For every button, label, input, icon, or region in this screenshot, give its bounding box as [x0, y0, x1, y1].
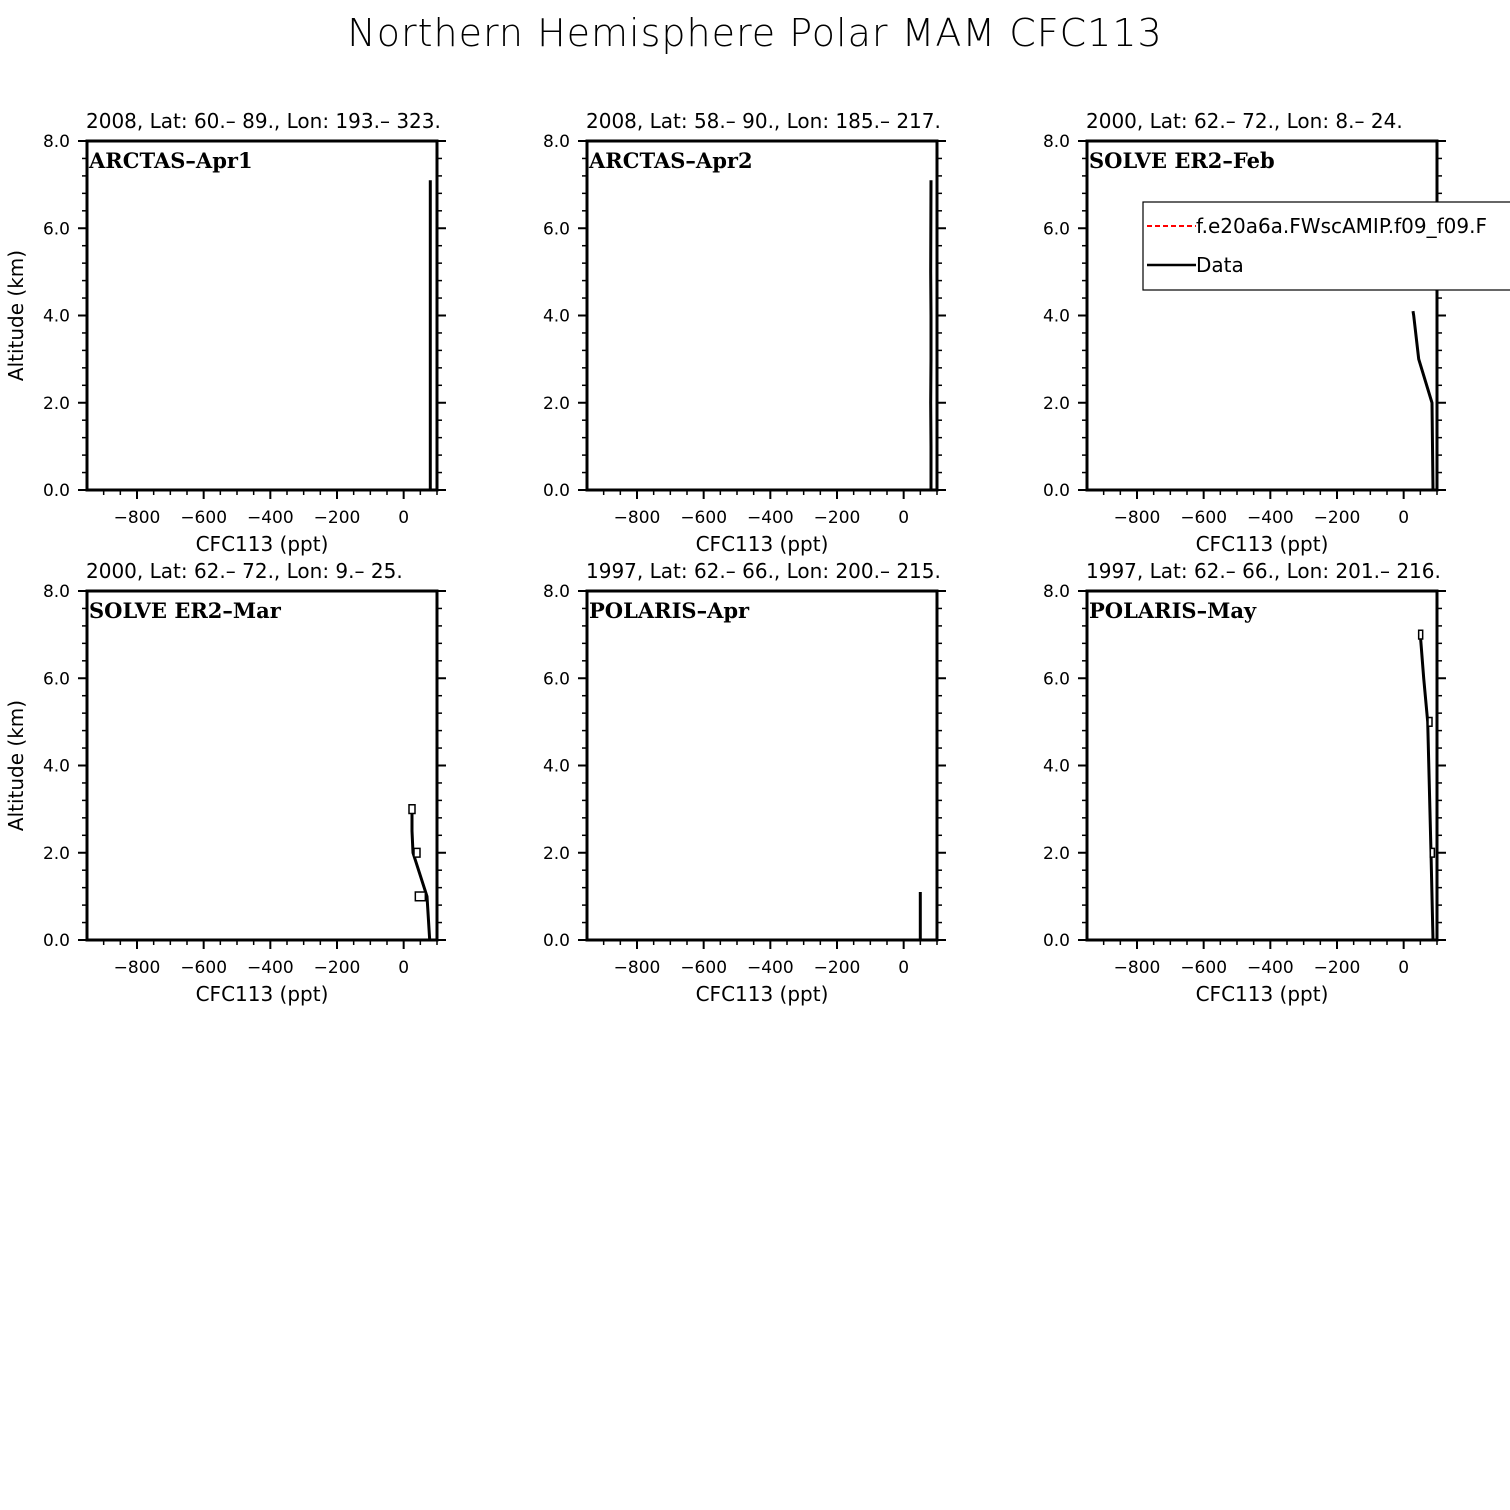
panel-label: ARCTAS–Apr2: [589, 148, 753, 173]
panel-header: 1997, Lat: 62.– 66., Lon: 200.– 215.: [586, 559, 941, 583]
y-axis-title: Altitude (km): [4, 699, 28, 832]
x-axis-title: CFC113 (ppt): [695, 532, 829, 556]
y-axis-title: Altitude (km): [4, 249, 28, 382]
y-tick-label: 0.0: [42, 481, 70, 501]
data-box-marker: [1430, 848, 1434, 857]
x-tick-label: −200: [313, 958, 361, 978]
x-tick-label: −400: [246, 958, 294, 978]
x-tick-label: −400: [746, 958, 794, 978]
y-tick-label: 0.0: [542, 931, 570, 951]
y-tick-label: 8.0: [42, 132, 70, 152]
x-tick-label: 0: [1398, 958, 1410, 978]
y-tick-label: 6.0: [1042, 669, 1070, 690]
panel-header: 2008, Lat: 60.– 89., Lon: 193.– 323.: [86, 109, 441, 133]
y-tick-label: 6.0: [542, 219, 570, 240]
y-tick-label: 2.0: [542, 393, 570, 414]
x-tick-label: −800: [613, 958, 661, 978]
x-axis-title: CFC113 (ppt): [695, 982, 829, 1006]
panel-header: 2000, Lat: 62.– 72., Lon: 8.– 24.: [1086, 109, 1403, 133]
data-box-marker: [1428, 718, 1432, 727]
x-tick-label: −600: [1180, 958, 1228, 978]
y-tick-label: 2.0: [1042, 393, 1070, 414]
x-tick-label: −800: [613, 508, 661, 528]
y-tick-label: 4.0: [1042, 756, 1070, 777]
x-tick-label: −600: [680, 508, 728, 528]
panel-label: ARCTAS–Apr1: [89, 148, 253, 173]
y-tick-label: 4.0: [42, 756, 70, 777]
y-tick-label: 2.0: [42, 393, 70, 414]
x-tick-label: −400: [746, 508, 794, 528]
y-tick-label: 6.0: [42, 219, 70, 240]
legend-model-label: f.e20a6a.FWscAMIP.f09_f09.F: [1196, 214, 1487, 238]
panel-header: 2008, Lat: 58.– 90., Lon: 185.– 217.: [586, 109, 941, 133]
y-tick-label: 8.0: [542, 582, 570, 602]
x-tick-label: −400: [1246, 958, 1294, 978]
x-tick-label: −200: [313, 508, 361, 528]
x-tick-label: 0: [898, 508, 910, 528]
x-tick-label: −600: [680, 958, 728, 978]
data-box-marker: [409, 805, 415, 814]
panel-label: SOLVE ER2–Feb: [1089, 148, 1275, 173]
panel-label: SOLVE ER2–Mar: [89, 598, 281, 623]
x-tick-label: −800: [113, 508, 161, 528]
data-box-marker: [414, 848, 420, 857]
y-tick-label: 2.0: [1042, 843, 1070, 864]
x-tick-label: 0: [1398, 508, 1410, 528]
x-tick-label: −400: [1246, 508, 1294, 528]
panel-header: 2000, Lat: 62.– 72., Lon: 9.– 25.: [86, 559, 403, 583]
x-tick-label: −800: [113, 958, 161, 978]
x-tick-label: −800: [1113, 508, 1161, 528]
x-tick-label: −200: [1313, 958, 1361, 978]
legend: [1143, 202, 1510, 290]
x-axis-title: CFC113 (ppt): [1195, 532, 1329, 556]
x-tick-label: −200: [813, 508, 861, 528]
panel-label: POLARIS–Apr: [589, 598, 750, 623]
x-tick-label: 0: [898, 958, 910, 978]
x-axis-title: CFC113 (ppt): [195, 982, 329, 1006]
panel-label: POLARIS–May: [1089, 598, 1257, 623]
x-axis-title: CFC113 (ppt): [1195, 982, 1329, 1006]
y-tick-label: 6.0: [542, 669, 570, 690]
x-tick-label: −600: [180, 958, 228, 978]
y-tick-label: 2.0: [42, 843, 70, 864]
y-tick-label: 2.0: [542, 843, 570, 864]
y-tick-label: 4.0: [1042, 306, 1070, 327]
main-title: Northern Hemisphere Polar MAM CFC113: [347, 11, 1163, 55]
x-tick-label: 0: [398, 958, 410, 978]
y-tick-label: 8.0: [42, 582, 70, 602]
x-tick-label: −400: [246, 508, 294, 528]
x-tick-label: −800: [1113, 958, 1161, 978]
panel-header: 1997, Lat: 62.– 66., Lon: 201.– 216.: [1086, 559, 1441, 583]
y-tick-label: 0.0: [1042, 481, 1070, 501]
x-tick-label: 0: [398, 508, 410, 528]
y-tick-label: 4.0: [542, 306, 570, 327]
y-tick-label: 8.0: [1042, 582, 1070, 602]
x-tick-label: −600: [1180, 508, 1228, 528]
y-tick-label: 8.0: [542, 132, 570, 152]
y-tick-label: 6.0: [1042, 219, 1070, 240]
legend-data-label: Data: [1196, 253, 1244, 277]
x-tick-label: −200: [1313, 508, 1361, 528]
y-tick-label: 4.0: [42, 306, 70, 327]
x-axis-title: CFC113 (ppt): [195, 532, 329, 556]
y-tick-label: 6.0: [42, 669, 70, 690]
data-box-marker: [1419, 630, 1423, 639]
y-tick-label: 4.0: [542, 756, 570, 777]
y-tick-label: 8.0: [1042, 132, 1070, 152]
x-tick-label: −600: [180, 508, 228, 528]
data-box-marker: [415, 892, 425, 901]
y-tick-label: 0.0: [42, 931, 70, 951]
x-tick-label: −200: [813, 958, 861, 978]
y-tick-label: 0.0: [1042, 931, 1070, 951]
y-tick-label: 0.0: [542, 481, 570, 501]
